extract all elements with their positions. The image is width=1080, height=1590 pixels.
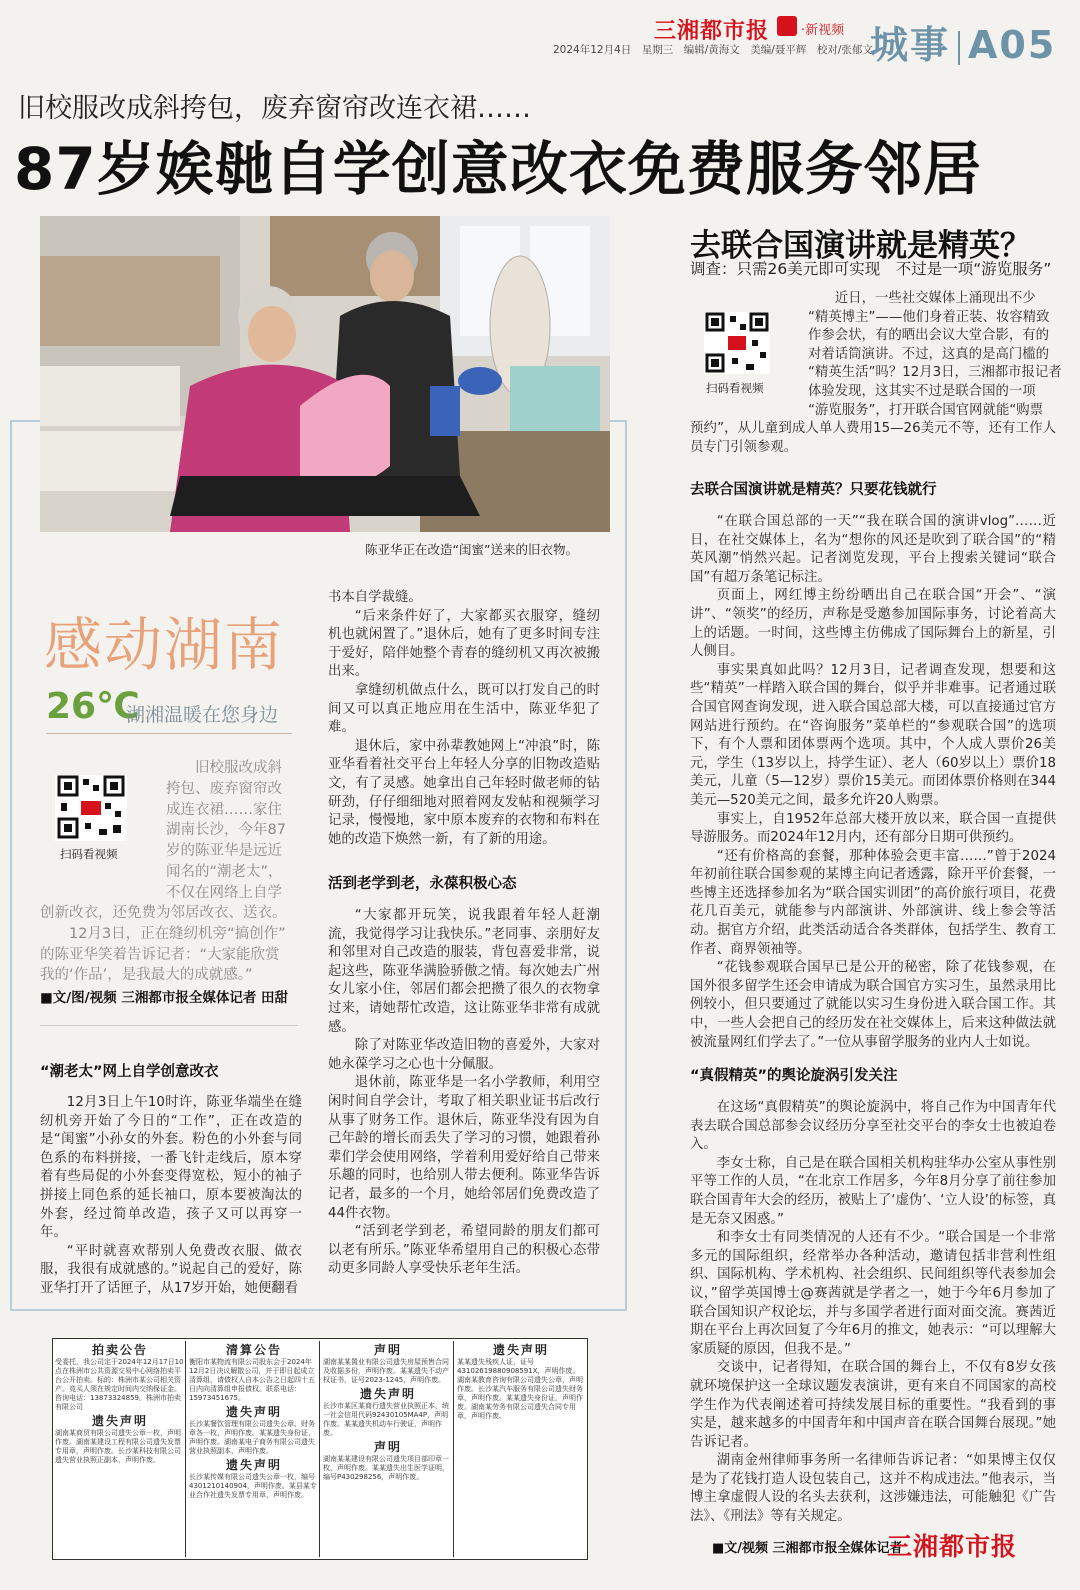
notice-title: 遗失声明 bbox=[359, 1387, 416, 1401]
intro-line: 旧校服改成斜 bbox=[195, 760, 282, 776]
intro-line: 对着话筒演讲。不过，这真的是高门槛的 bbox=[808, 346, 1050, 362]
intro-line: 作参会状，有的晒出会议大堂合影，有的 bbox=[808, 328, 1050, 344]
subheading-online-learning: “潮老太”网上自学创意改衣 bbox=[40, 1064, 219, 1080]
lead-photo bbox=[40, 216, 610, 532]
right-article-deck: 调查：只需26美元即可实现 不过是一项“游览服务” bbox=[690, 260, 1052, 278]
intro-line: 我的‘作品’，是我最大的成就感。” bbox=[40, 967, 253, 984]
body-paragraph: 交谈中，记者得知，在联合国的舞台上，不仅有8岁女孩就环境保护这一全球议题发表演讲，更有来自不同国家的高校学生作为代表阐述着可持续发展目标的重要性。“我看到的事实是，越来越多的中国青年和中国声音在联合国舞台展现。”她告诉记者。 bbox=[690, 1360, 1056, 1450]
qr-code-icon[interactable] bbox=[704, 312, 770, 374]
subheading-lifelong-learning: 活到老学到老，永葆积极心态 bbox=[328, 876, 517, 892]
body-paragraph: 12月3日上午10时许，陈亚华端坐在缝纫机旁开始了今日的“工作”，正在改造的是“闺蜜”小孙女的外套。粉色的小外套与同色系的布料拼接，一番飞针走线后，原本穿着有些局促的小外套变得宽松，短小的袖子拼接上同色系的延长袖口，原本要被淘汰的外套，经过简单改造，孩子又可以再穿一年。 bbox=[40, 1095, 302, 1241]
right-section-1 bbox=[690, 513, 1056, 1052]
body-paragraph: 事实果真如此吗？12月3日，记者调查发现，想要和这些“精英”一样踏入联合国的舞台，似乎并非难事。记者通过联合国官网查询发现，进入联合国总部大楼，可以直接通过官方网站进行预约。在“咨询服务”菜单栏的“参观联合国”的选项下，有个人票和团体票两个选项。其中，个人成人票价26美元，学生（13岁以上，持学生证）、老人（60岁以上）票价18美元，儿童（5—12岁）票价15美元。而团体票价格则在344美元—520美元之间，最多允许20人购票。 bbox=[690, 662, 1056, 808]
body-paragraph: 预约”，从儿童到成人单人费用15—26美元不等，还有工作人员专门引领参观。 bbox=[690, 421, 1056, 455]
article-headline: 87岁娭毑自学创意改衣免费服务邻居 bbox=[14, 135, 982, 203]
notice-text: 受委托，我公司定于2024年12月17日10点在株洲市公共资源交易中心网络拍卖平台公开拍卖。标的：株洲市某公司相关资产。竞买人须在规定时间内交纳保证金。咨询电话：13873324859。株洲市拍卖有限公司 bbox=[55, 1358, 184, 1411]
qr-code-label: 扫码看视频 bbox=[60, 847, 118, 861]
intro-line: 12月3日，正在缝纫机旁“搞创作” bbox=[69, 925, 286, 942]
body-paragraph: 页面上，网红博主纷纷晒出自己在联合国“开会”、“演讲”、“领奖”的经历，声称是受邀参加国际事务，讨论着高大上的话题。一时间，这些博主仿佛成了国际舞台上的新星，引人侧目。 bbox=[690, 588, 1056, 660]
right-section-2 bbox=[690, 1099, 1056, 1527]
notice-text: 湖南某某置业有限公司遗失房屋预售合同及收据多份，声明作废。某某遗失不动产权证书，证号2023-1245，声明作废。 bbox=[323, 1358, 449, 1384]
lead-byline: ■文/图/视频 三湘都市报全媒体记者 田甜 bbox=[40, 990, 289, 1006]
intro-line: 创新改衣，还免费为邻居改衣、送衣。 bbox=[40, 905, 287, 921]
newspaper-brand: 三湘都市报 bbox=[654, 19, 770, 44]
intro-block-narrow bbox=[166, 758, 298, 904]
notice-title: 拍卖公告 bbox=[91, 1343, 148, 1357]
body-paragraph: 退休后，家中孙辈教她网上“冲浪”时，陈亚华看着社交平台上年轻人分享的旧物改造贴文，有了灵感。她拿出自己年轻时做老师的钻研劲，仔仔细细地对照着网友发帖和视频学习记录，慢慢地，家中原本废弃的衣物和布料在她的改造下焕然一新，有了新的用途。 bbox=[328, 738, 600, 847]
notice-title: 遗失声明 bbox=[91, 1414, 148, 1428]
notice-text: 长沙某传媒有限公司遗失公章一枚，编号4301210140904，声明作废。某县某专业合作社遗失发票专用章，声明作废。 bbox=[189, 1473, 317, 1499]
right-byline: ■文/视频 三湘都市报全媒体记者 bbox=[712, 1541, 903, 1556]
notice-title: 遗失声明 bbox=[225, 1405, 282, 1419]
body-paragraph: 书本自学裁缝。 bbox=[328, 590, 422, 605]
page-number: A05 bbox=[968, 23, 1057, 67]
brand-subtitle: ·新视频 bbox=[801, 23, 845, 38]
body-paragraph: “活到老学到老，希望同龄的朋友们都可以老有所乐。”陈亚华希望用自己的积极心态带动更多同龄人享受快乐老年生活。 bbox=[328, 1224, 600, 1277]
dateline: 2024年12月4日 星期三 编辑/黄海文 美编/聂平辉 校对/张郁文 bbox=[553, 44, 873, 56]
photo-caption: 陈亚华正在改造“闺蜜”送来的旧衣物。 bbox=[365, 542, 578, 557]
lead-column-2a bbox=[328, 589, 600, 849]
section-name: 城事 bbox=[870, 23, 951, 67]
qr-code-icon[interactable] bbox=[55, 775, 127, 841]
column-slogan: 湖湘温暖在您身边 bbox=[126, 704, 279, 726]
intro-line: 湖南长沙，今年87 bbox=[166, 822, 286, 839]
article-kicker: 旧校服改成斜挎包，废弃窗帘改连衣裙…… bbox=[18, 93, 531, 124]
classified-notices bbox=[52, 1338, 588, 1560]
notice-text: 湖南某某建设有限公司遗失项目部印章一枚，声明作废。某某遗失出生医学证明，编号P430298256，声明作废。 bbox=[323, 1455, 449, 1481]
subheading-controversy: “真假精英”的舆论旋涡引发关注 bbox=[690, 1068, 898, 1084]
right-article-title: 去联合国演讲就是精英？ bbox=[690, 228, 1031, 264]
notice-title: 遗失声明 bbox=[492, 1343, 549, 1357]
qr-code-label: 扫码看视频 bbox=[706, 381, 764, 395]
notice-column bbox=[457, 1341, 585, 1557]
body-paragraph: “平时就喜欢帮别人免费改衣服、做衣服，我很有成就感的。”说起自己的爱好，陈亚华打开了话匣子，从17岁开始，她便翻看 bbox=[40, 1243, 302, 1296]
notice-column bbox=[189, 1341, 320, 1557]
notice-column bbox=[323, 1341, 454, 1557]
intro-line: 挎包、废弃窗帘改 bbox=[166, 780, 282, 797]
notice-title: 声明 bbox=[373, 1440, 402, 1454]
body-paragraph: 退休前，陈亚华是一名小学教师，利用空闲时间自学会计，考取了相关职业证书后改行从事了财务工作。退休后，陈亚华没有因为自己年龄的增长而丢失了学习的习惯，她跟着孙辈们学会使用网络，学着利用爱好给自己带来乐趣的同时，也给别人带去便利。陈亚华告诉记者，最多的一个月，她给邻居们免费改造了44件衣物。 bbox=[328, 1075, 600, 1221]
notice-text: 湖南某商贸有限公司遗失公章一枚，声明作废。湖南某建设工程有限公司遗失发票专用章，声明作废。长沙某科技有限公司遗失营业执照正副本，声明作废。 bbox=[55, 1429, 181, 1464]
column-temp: 26℃ bbox=[46, 686, 140, 727]
body-paragraph: 拿缝纫机做点什么，既可以打发自己的时间又可以真正地应用在生活中，陈亚华犯了难。 bbox=[328, 682, 600, 736]
divider bbox=[40, 1025, 298, 1026]
body-paragraph: “后来条件好了，大家都买衣服穿，缝纫机也就闲置了。”退休后，她有了更多时间专注于爱好，陪伴她整个青春的缝纫机又再次被搬出来。 bbox=[328, 608, 600, 680]
notice-title: 遗失声明 bbox=[225, 1458, 282, 1472]
intro-line: 成连衣裙……家住 bbox=[166, 801, 282, 818]
subheading-pay-to-visit: 去联合国演讲就是精英？只要花钱就行 bbox=[690, 482, 937, 498]
body-paragraph: “还有价格高的套餐，那种体验会更丰富……”曾于2024年初前往联合国参观的某博主向记者透露，除开平价套餐，一些博主还选择参加名为“联合国实训团”的高价旅行项目，花费花几百美元，就能参与内部演讲、外部演讲、线上参会等活动。据官方介绍，此类活动适合各类群体，包括学生、教育工作者、商界领袖等。 bbox=[690, 848, 1056, 957]
intro-line: “精英生活”吗？12月3日，三湘都市报记者 bbox=[808, 365, 1062, 381]
intro-line: 闻名的“潮老太”， bbox=[166, 863, 283, 880]
notice-title: 清算公告 bbox=[225, 1343, 282, 1357]
body-paragraph: “在联合国总部的一天”“我在联合国的演讲vlog”……近日，在社交媒体上，名为“想你的风还是吹到了联合国”的“精英风潮”悄然兴起。记者浏览发现，平台上搜索关键词“联合国”有超万条笔记标注。 bbox=[690, 514, 1056, 585]
body-paragraph: 除了对陈亚华改造旧物的喜爱外，大家对她永葆学习之心也十分佩服。 bbox=[328, 1038, 600, 1072]
lead-column-2b bbox=[328, 907, 600, 1279]
notice-text: 长沙某餐饮管理有限公司遗失公章、财务章各一枚，声明作废。某某遗失身份证，声明作废。湖南某电子商务有限公司遗失营业执照副本，声明作废。 bbox=[189, 1420, 315, 1455]
footer-brand-logo: 三湘都市报 bbox=[887, 1532, 1018, 1561]
intro-line: “精英博主”——他们身着正装、妆容精致 bbox=[808, 309, 1050, 325]
body-paragraph: “花钱参观联合国早已是公开的秘密，除了花钱参观，在国外很多留学生还会申请成为联合国官方实习生，虽然录用比例较小，但只要通过了就能以实习生身份进入联合国工作。其中，一些人会把自己的经历发在社交媒体上，后来这种做法就被流量网红们学去了。”一位从事留学服务的业内人士如说。 bbox=[690, 960, 1056, 1050]
intro-line: 体验发现，这其实不过是联合国的一项 bbox=[808, 383, 1036, 399]
intro-line: 不仅在网络上自学 bbox=[166, 884, 282, 901]
lead-column-1 bbox=[40, 1094, 302, 1299]
body-paragraph: 湖南金州律师事务所一名律师告诉记者：“如果博主仅仅是为了花钱打造人设包装自己，这并不构成违法。”他表示，当博主拿虚假人设的名头去获利，这涉嫌违法，可能触犯《广告法》、《刑法》等有关规定。 bbox=[690, 1453, 1056, 1525]
right-intro-tail bbox=[690, 420, 1056, 457]
body-paragraph: “大家都开玩笑，说我跟着年轻人赶潮流，我觉得学习让我快乐。”老同事、亲朋好友和邻里对自己改造的服装，背包喜爱非常，说起这些，陈亚华满脸骄傲之情。每次她去广州女儿家小住，邻居们都会把攒了很久的衣物拿过来，请她帮忙改造，这让陈亚华非常有成就感。 bbox=[328, 908, 600, 1035]
body-paragraph: 在这场“真假精英”的舆论旋涡中，将自己作为中国青年代表去联合国总部参会议经历分享至社交平台的李女士也被迫卷入。 bbox=[690, 1100, 1056, 1153]
section-divider bbox=[958, 31, 960, 65]
right-intro-narrow bbox=[808, 290, 1062, 420]
notice-title: 声明 bbox=[373, 1343, 402, 1357]
notice-column bbox=[55, 1341, 186, 1557]
body-paragraph: 事实上，自1952年总部大楼开放以来，联合国一直提供导游服务。而2024年12月内，还有部分日期可供预约。 bbox=[690, 811, 1056, 846]
intro-line: “游览服务”，打开联合国官网就能“购票 bbox=[808, 402, 1044, 418]
column-divider bbox=[46, 733, 292, 734]
brand-logo-icon bbox=[777, 16, 797, 36]
intro-line: 近日，一些社交媒体上涌现出不少 bbox=[834, 291, 1036, 306]
intro-line: 的陈亚华笑着告诉记者：“大家能欣赏 bbox=[40, 946, 280, 963]
intro-line: 岁的陈亚华是远近 bbox=[166, 843, 282, 860]
notice-text: 衡阳市某物流有限公司股东会于2024年12月2日决议解散公司，并于即日起成立清算组，请债权人自本公告之日起四十五日内向清算组申报债权。联系电话：15973451675。 bbox=[189, 1358, 315, 1402]
body-paragraph: 李女士称，自己是在联合国相关机构驻华办公室从事性别平等工作的人员，“在北京工作居多，今年8月分享了前往参加联合国青年大会的经历，被贴上了‘虚伪’、‘立人设’的标签，真是无奈又困惑。” bbox=[690, 1155, 1056, 1227]
column-title: 感动湖南 bbox=[44, 611, 285, 679]
body-paragraph: 和李女士有同类情况的人还有不少。“联合国是一个非常多元的国际组织，经常举办各种活动，邀请包括非营利性组织、国际机构、学术机构、社会组织、民间组织等代表参加会议，”留学英国博士@赛茜就是学者之一，她于今年6月参加了联合国知识产权论坛，并与多国学者进行面对面交流。赛茜近期在平台上再次回复了今年6月的推文，她表示：“可以理解大家质疑的原因，但我不是。” bbox=[690, 1230, 1056, 1357]
intro-block-wide bbox=[40, 903, 298, 986]
notice-text: 某某遗失残疾人证，证号43102619880908591X，声明作废。湖南某教育咨询有限公司遗失公章，声明作废。长沙某汽车服务有限公司遗失财务章，声明作废。某某遗失身份证，声明作废。湖南某劳务有限公司遗失合同专用章，声明作废。 bbox=[457, 1358, 583, 1420]
notice-text: 长沙市某区某商行遗失营业执照正本，统一社会信用代码92430105MA4P，声明作废。某某遗失机动车行驶证，声明作废。 bbox=[323, 1402, 449, 1437]
section-header bbox=[870, 14, 1056, 69]
